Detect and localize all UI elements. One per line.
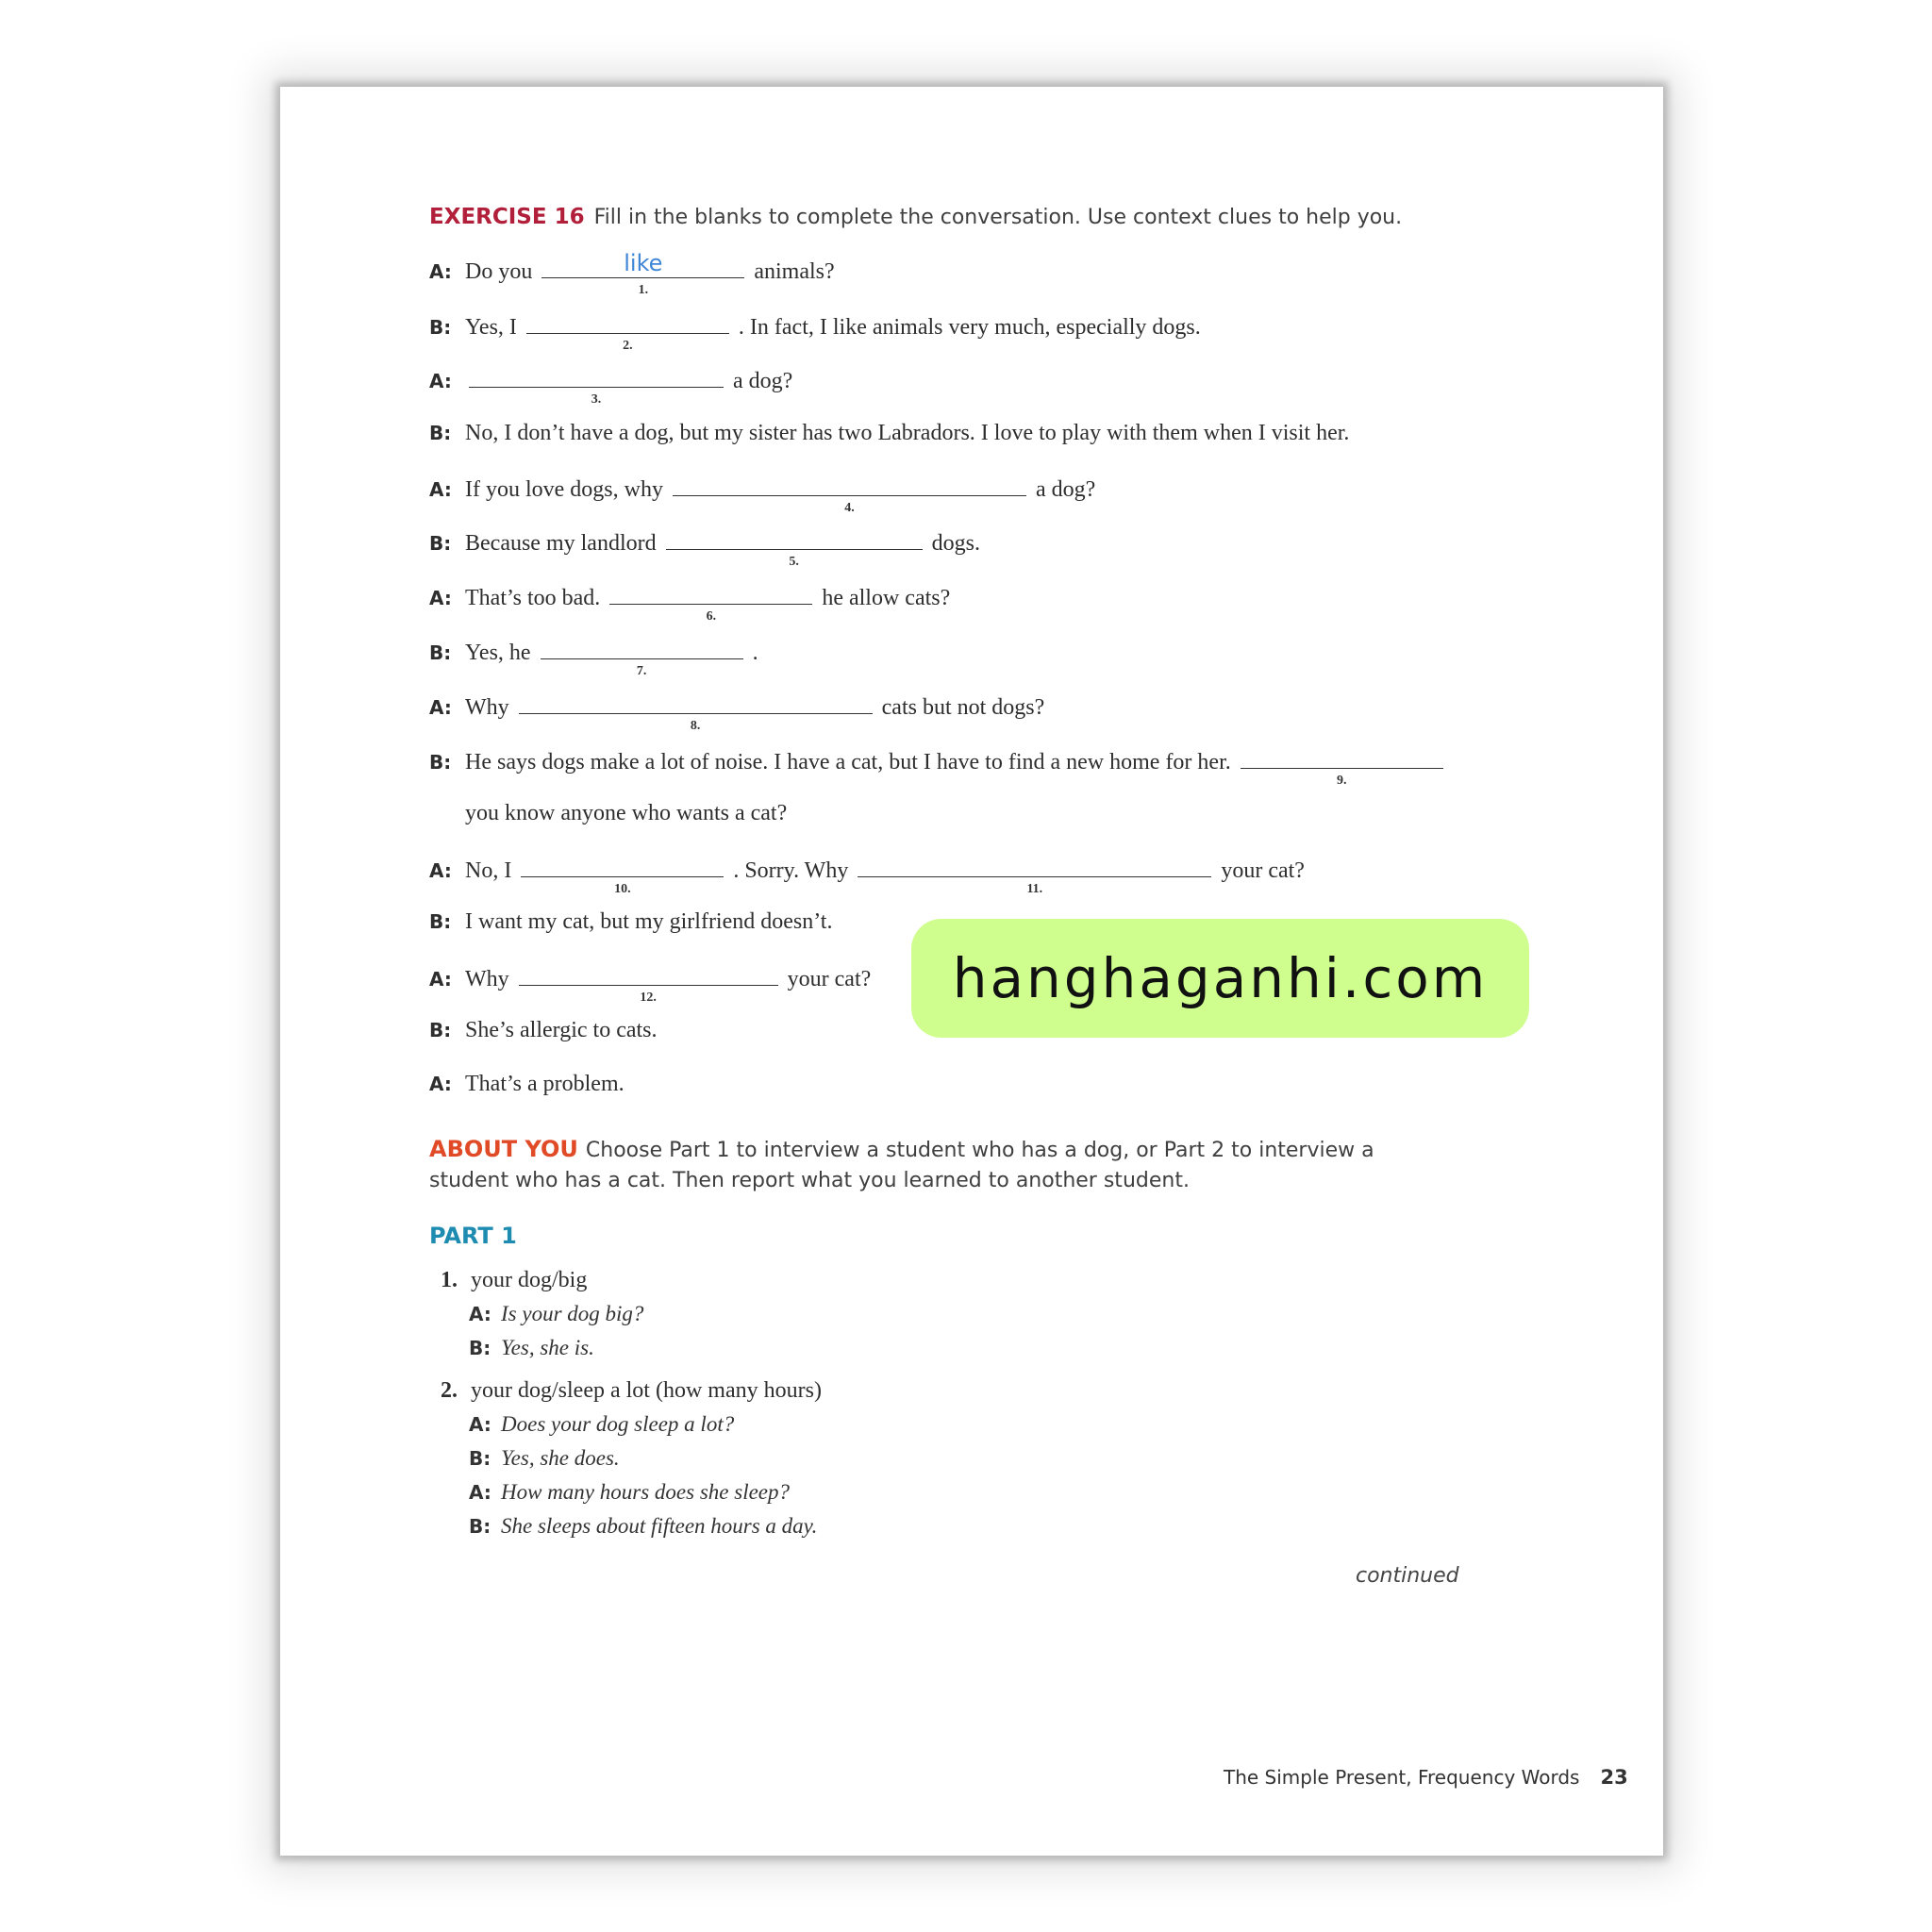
speaker-label: B: (469, 1515, 491, 1538)
speaker-label: B: (429, 751, 452, 774)
about-you-label: ABOUT YOU (429, 1136, 578, 1162)
footer-title: The Simple Present, Frequency Words (1224, 1766, 1580, 1789)
answer-blank[interactable] (541, 638, 743, 678)
example-line (469, 1302, 643, 1326)
dialogue-text: dogs. (931, 531, 980, 556)
speaker-label: B: (429, 1019, 452, 1041)
dialogue-text: a dog? (1035, 477, 1096, 502)
speaker-label: A: (429, 696, 452, 719)
answer-blank[interactable] (673, 475, 1026, 515)
example-line (469, 1412, 734, 1437)
dialogue-line (429, 421, 1349, 453)
example-line (469, 1514, 817, 1539)
dialogue-text: he allow cats? (822, 586, 951, 610)
answer-blank[interactable] (858, 856, 1211, 896)
example-line (469, 1446, 620, 1471)
blank-number: 6. (706, 609, 717, 624)
speaker-label: A: (429, 260, 452, 283)
dialogue-text: Do you (465, 259, 533, 284)
dialogue-text: . In fact, I like animals very much, especially dogs. (738, 315, 1201, 340)
speaker-label: A: (469, 1303, 491, 1325)
dialogue-text: If you love dogs, why (465, 477, 663, 502)
dialogue-text: That’s a problem. (465, 1072, 625, 1096)
dialogue-line (429, 528, 980, 569)
speaker-label: A: (429, 478, 452, 501)
speaker-label: B: (429, 910, 452, 933)
answer-blank[interactable] (519, 964, 778, 1005)
dialogue-line (429, 1018, 658, 1050)
answer-blank[interactable] (541, 250, 744, 297)
item-prompt: your dog/sleep a lot (how many hours) (471, 1378, 822, 1403)
speaker-label: A: (429, 968, 452, 991)
example-line (469, 1336, 594, 1360)
item-number: 2. (441, 1378, 458, 1403)
speaker-label: A: (429, 370, 452, 392)
speaker-label: B: (429, 641, 452, 664)
dialogue-line (429, 747, 1447, 788)
dialogue-text: . (752, 641, 758, 665)
example-text: Yes, she does. (501, 1446, 620, 1470)
page-number: 23 (1600, 1766, 1628, 1789)
dialogue-line (429, 964, 872, 1005)
dialogue-line (429, 475, 1096, 515)
speaker-label: B: (429, 532, 452, 555)
example-text: She sleeps about fifteen hours a day. (501, 1514, 818, 1538)
speaker-label: A: (469, 1481, 491, 1504)
dialogue-line (429, 1072, 625, 1104)
dialogue-line (429, 366, 793, 407)
dialogue-line (429, 583, 951, 624)
dialogue-line (429, 801, 787, 833)
blank-number: 3. (591, 392, 602, 407)
dialogue-text: your cat? (787, 967, 872, 991)
answer-blank[interactable] (526, 312, 729, 353)
blank-number: 4. (844, 501, 855, 515)
answer-blank[interactable] (1241, 747, 1443, 788)
dialogue-line (429, 312, 1201, 353)
about-you-section (429, 1134, 1448, 1196)
blank-number: 8. (690, 719, 701, 733)
blank-number: 11. (1026, 882, 1043, 896)
speaker-label: B: (469, 1447, 491, 1470)
example-text: Yes, she is. (501, 1336, 594, 1359)
continued-note: continued (1356, 1564, 1459, 1588)
answer-blank[interactable] (521, 856, 724, 896)
exercise-header (429, 205, 1402, 229)
exercise-instruction: Fill in the blanks to complete the conversation. Use context clues to help you. (593, 206, 1403, 229)
about-you-text: Choose Part 1 to interview a student who has a dog, or Part 2 to interview a student who has a cat. Then report what you learned to another student. (429, 1139, 1374, 1192)
dialogue-text: No, I don’t have a dog, but my sister has two Labradors. I love to play with them when I visit her. (465, 421, 1350, 445)
dialogue-text: animals? (754, 259, 835, 284)
dialogue-text: She’s allergic to cats. (465, 1018, 658, 1042)
blank-number: 10. (614, 882, 631, 896)
dialogue-text: you know anyone who wants a cat? (465, 801, 788, 825)
dialogue-text: . Sorry. Why (733, 858, 849, 883)
dialogue-text: Why (465, 695, 509, 720)
speaker-label: A: (469, 1413, 491, 1436)
blank-number: 9. (1337, 774, 1347, 788)
speaker-label: B: (429, 316, 452, 339)
speaker-label: A: (429, 859, 452, 882)
dialogue-text: Yes, he (465, 641, 531, 665)
blank-number: 2. (623, 339, 633, 353)
interview-item (441, 1378, 822, 1404)
dialogue-text: Because my landlord (465, 531, 657, 556)
dialogue-line (429, 856, 1305, 896)
example-line (469, 1480, 790, 1505)
watermark-text: hanghaganhi.com (952, 946, 1489, 1010)
answer-blank[interactable] (469, 366, 724, 407)
answer-blank[interactable] (666, 528, 923, 569)
dialogue-text: cats but not dogs? (881, 695, 1045, 720)
item-prompt: your dog/big (471, 1268, 588, 1292)
speaker-label: B: (469, 1337, 491, 1359)
dialogue-line (429, 638, 758, 678)
watermark-badge (911, 919, 1529, 1038)
example-text: Is your dog big? (501, 1302, 644, 1325)
dialogue-line (429, 692, 1045, 733)
part-1-title: PART 1 (429, 1223, 517, 1249)
blank-number: 5. (789, 555, 799, 569)
dialogue-text: a dog? (733, 369, 793, 393)
dialogue-text: I want my cat, but my girlfriend doesn’t. (465, 909, 833, 934)
example-text: Does your dog sleep a lot? (501, 1412, 735, 1436)
interview-item (441, 1268, 587, 1293)
handwritten-answer: like (624, 250, 663, 276)
dialogue-line (429, 250, 835, 297)
dialogue-text: He says dogs make a lot of noise. I have a cat, but I have to find a new home for her. (465, 750, 1231, 774)
example-text: How many hours does she sleep? (501, 1480, 790, 1504)
page-footer (1224, 1766, 1628, 1789)
exercise-label: EXERCISE 16 (429, 205, 585, 229)
blank-number: 1. (638, 283, 649, 297)
dialogue-text: No, I (465, 858, 512, 883)
blank-number: 12. (640, 991, 657, 1005)
answer-blank[interactable] (519, 692, 873, 733)
dialogue-text: Yes, I (465, 315, 517, 340)
speaker-label: A: (429, 1073, 452, 1095)
item-number: 1. (441, 1268, 458, 1292)
dialogue-line (429, 909, 832, 941)
speaker-label: B: (429, 422, 452, 444)
blank-number: 7. (636, 664, 647, 678)
dialogue-text: Why (465, 967, 509, 991)
dialogue-text: your cat? (1221, 858, 1305, 883)
answer-blank[interactable] (609, 583, 812, 624)
dialogue-text: That’s too bad. (465, 586, 601, 610)
speaker-label: A: (429, 587, 452, 609)
